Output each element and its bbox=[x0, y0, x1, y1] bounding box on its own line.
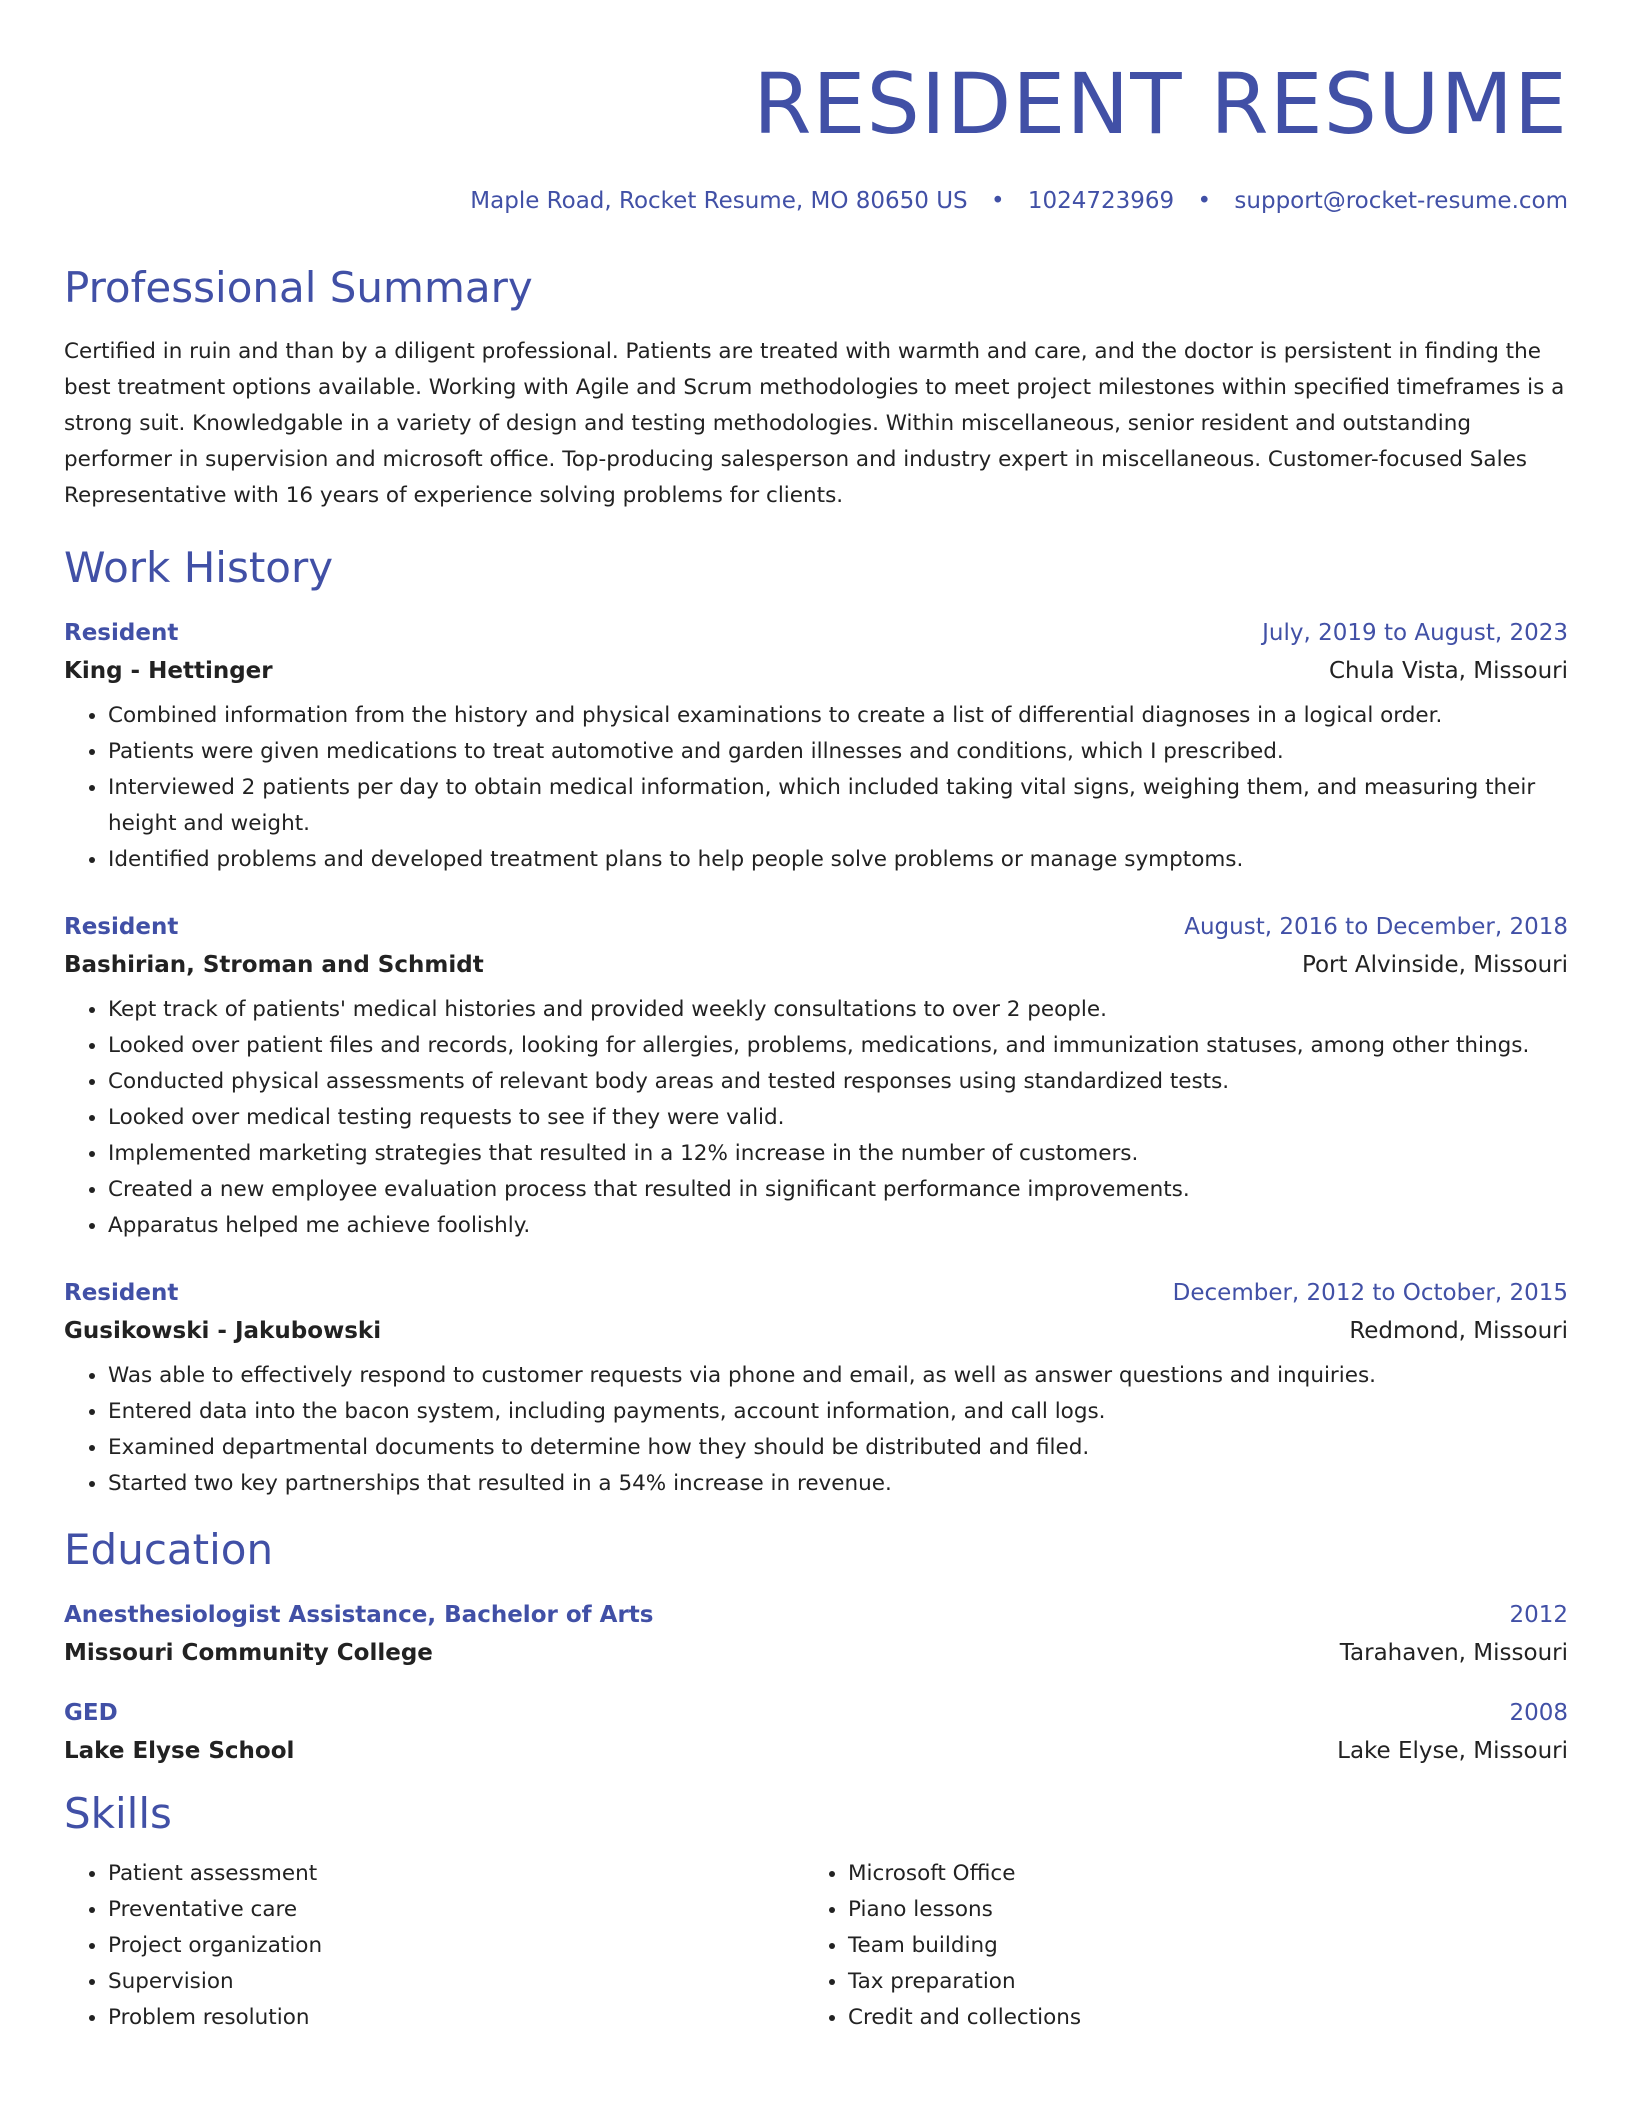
job-bullets bbox=[64, 992, 1568, 1244]
job-bullet: • Combined information from the history and physical examinations to create a list of differential diagnoses in a logical order. bbox=[108, 698, 1568, 734]
job-bullet: • Implemented marketing strategies that resulted in a 12% increase in the number of customers. bbox=[108, 1136, 1568, 1172]
job-bullet: • Examined departmental documents to determine how they should be distributed and filed. bbox=[108, 1430, 1568, 1466]
job-location: Chula Vista, Missouri bbox=[1328, 658, 1568, 684]
education-degree: GED bbox=[64, 1700, 118, 1726]
skills-heading: Skills bbox=[64, 1789, 172, 1838]
job-bullet: • Started two key partnerships that resulted in a 54% increase in revenue. bbox=[108, 1466, 1568, 1502]
education-entry bbox=[64, 1698, 1568, 1766]
job-bullets bbox=[64, 698, 1568, 878]
job-bullet: • Apparatus helped me achieve foolishly. bbox=[108, 1208, 1568, 1244]
job-location: Redmond, Missouri bbox=[1349, 1318, 1568, 1344]
job-bullet: • Interviewed 2 patients per day to obtain medical information, which included taking vital signs, weighing them, and measuring their height and weight. bbox=[108, 770, 1568, 842]
job-entry bbox=[64, 912, 1568, 1244]
job-bullet: • Conducted physical assessments of relevant body areas and tested responses using standardized tests. bbox=[108, 1064, 1568, 1100]
contact-line bbox=[64, 186, 1568, 216]
job-company: Bashirian, Stroman and Schmidt bbox=[64, 952, 484, 978]
job-role: Resident bbox=[64, 914, 179, 940]
skill-item: • Problem resolution bbox=[108, 2000, 804, 2036]
education-year: 2012 bbox=[1509, 1602, 1568, 1628]
skills-column-left bbox=[64, 1856, 804, 2036]
skill-item: • Team building bbox=[848, 1928, 1544, 1964]
contact-address: Maple Road, Rocket Resume, MO 80650 US bbox=[470, 188, 968, 214]
education-school: Lake Elyse School bbox=[64, 1738, 295, 1764]
job-dates: December, 2012 to October, 2015 bbox=[1172, 1280, 1568, 1306]
job-bullet: • Looked over patient files and records, looking for allergies, problems, medications, and immunization statuses, among other things. bbox=[108, 1028, 1568, 1064]
job-bullets bbox=[64, 1358, 1568, 1502]
job-location: Port Alvinside, Missouri bbox=[1301, 952, 1568, 978]
skill-item: • Piano lessons bbox=[848, 1892, 1544, 1928]
skill-item: • Tax preparation bbox=[848, 1964, 1544, 2000]
skill-item: • Preventative care bbox=[108, 1892, 804, 1928]
education-location: Tarahaven, Missouri bbox=[1339, 1640, 1568, 1666]
job-entry bbox=[64, 1278, 1568, 1502]
skill-item: • Credit and collections bbox=[848, 2000, 1544, 2036]
contact-separator: • bbox=[990, 188, 1005, 214]
job-dates: July, 2019 to August, 2023 bbox=[1262, 620, 1568, 646]
job-role: Resident bbox=[64, 1280, 179, 1306]
job-entry bbox=[64, 618, 1568, 878]
resume-name: RESIDENT RESUME bbox=[753, 55, 1568, 153]
contact-phone: 1024723969 bbox=[1027, 188, 1175, 214]
job-bullet: • Patients were given medications to treat automotive and garden illnesses and conditions, which I prescribed. bbox=[108, 734, 1568, 770]
job-bullet: • Identified problems and developed treatment plans to help people solve problems or manage symptoms. bbox=[108, 842, 1568, 878]
job-dates: August, 2016 to December, 2018 bbox=[1184, 914, 1568, 940]
education-degree: Anesthesiologist Assistance, Bachelor of Arts bbox=[64, 1602, 654, 1628]
job-company: King - Hettinger bbox=[64, 658, 273, 684]
work-history-list bbox=[64, 618, 1568, 1502]
job-bullet: • Kept track of patients' medical histories and provided weekly consultations to over 2 people. bbox=[108, 992, 1568, 1028]
education-heading: Education bbox=[64, 1525, 274, 1574]
job-bullet: • Looked over medical testing requests to see if they were valid. bbox=[108, 1100, 1568, 1136]
skill-item: • Supervision bbox=[108, 1964, 804, 2000]
job-bullet: • Entered data into the bacon system, including payments, account information, and call logs. bbox=[108, 1394, 1568, 1430]
job-company: Gusikowski - Jakubowski bbox=[64, 1318, 382, 1344]
skill-item: • Patient assessment bbox=[108, 1856, 804, 1892]
summary-text: Certified in ruin and than by a diligent professional. Patients are treated with warmth and care, and the doctor is persistent in finding the best treatment options available. Working with Agile and Scrum methodologies to meet project milestones within specified timeframes is a strong suit. Knowledgable in a variety of design and testing methodologies. Within miscellaneous, senior resident and outstanding performer in supervision and microsoft office. Top-producing salesperson and industry expert in miscellaneous. Customer-focused Sales Representative with 16 years of experience solving problems for clients. bbox=[64, 339, 1565, 508]
skills-list bbox=[64, 1856, 1568, 2036]
work-history-heading: Work History bbox=[64, 543, 334, 592]
skill-item: • Project organization bbox=[108, 1928, 804, 1964]
skills-column-right bbox=[804, 1856, 1544, 2036]
education-location: Lake Elyse, Missouri bbox=[1337, 1738, 1568, 1764]
skill-item: • Microsoft Office bbox=[848, 1856, 1544, 1892]
contact-separator: • bbox=[1197, 188, 1212, 214]
job-bullet: • Created a new employee evaluation process that resulted in significant performance improvements. bbox=[108, 1172, 1568, 1208]
job-role: Resident bbox=[64, 620, 179, 646]
education-year: 2008 bbox=[1509, 1700, 1568, 1726]
job-bullet: • Was able to effectively respond to customer requests via phone and email, as well as answer questions and inquiries. bbox=[108, 1358, 1568, 1394]
summary-heading: Professional Summary bbox=[64, 263, 533, 312]
education-entry bbox=[64, 1600, 1568, 1668]
contact-email: support@rocket-resume.com bbox=[1234, 188, 1568, 214]
education-school: Missouri Community College bbox=[64, 1640, 433, 1666]
